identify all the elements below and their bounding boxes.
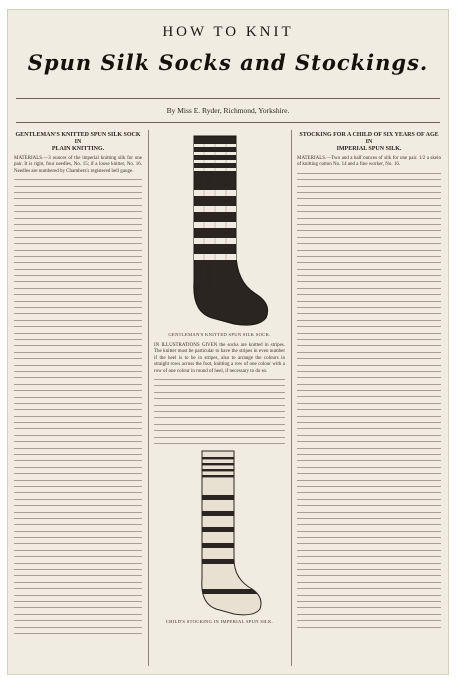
byline-divider bbox=[16, 122, 440, 123]
stocking-body-text bbox=[297, 173, 441, 628]
stocking-materials: MATERIALS.—Two and a half ounces of silk for one pair. 1/2 a skein of knitting cotton No. 14 and a fine worker, No. 16. bbox=[297, 156, 441, 168]
sock-caption: GENTLEMAN'S KNITTED SPUN SILK SOCK. bbox=[168, 332, 271, 337]
stocking-caption: CHILD'S STOCKING IN IMPERIAL SPUN SILK. bbox=[165, 619, 274, 625]
title-divider bbox=[16, 98, 440, 99]
article-subtitle: Spun Silk Socks and Stockings. bbox=[27, 50, 429, 75]
column-divider-right bbox=[291, 130, 292, 666]
article-title: HOW TO KNIT bbox=[162, 24, 294, 40]
sock-materials: MATERIALS.—3 ounces of the imperial knitting silk for one pair. It is right, four needles, No. 15; if a loose knitter, No. 16. Needles are numbered by Chambers's registered bell gauge. bbox=[14, 156, 142, 174]
sock-body-text bbox=[14, 179, 142, 634]
sock-illustration bbox=[154, 132, 285, 332]
stripes-note: IN ILLUSTRATIONS GIVEN the socks are knitted in stripes. The knitter must be particular to have the stripes in even number if the heel is to be in stripes, also to arrange the colours in straight rows across the foot, knitting a row of one colour with a row of one colour in round of heel, if necessary to do so. bbox=[154, 343, 285, 374]
stocking-illustration bbox=[154, 449, 285, 619]
illustration-column bbox=[154, 132, 285, 624]
column-divider-left bbox=[148, 130, 149, 666]
sock-column bbox=[14, 132, 142, 639]
author-byline: By Miss E. Ryder, Richmond, Yorkshire. bbox=[166, 106, 290, 115]
magazine-page bbox=[8, 10, 448, 674]
stocking-column bbox=[297, 132, 441, 633]
stripes-body-text bbox=[154, 379, 285, 444]
sock-heading: GENTLEMAN'S KNITTED SPUN SILK SOCK IN PLAIN KNITTING. bbox=[15, 132, 141, 152]
stocking-heading: STOCKING FOR A CHILD OF SIX YEARS OF AGE IN IMPERIAL SPUN SILK. bbox=[299, 132, 439, 152]
